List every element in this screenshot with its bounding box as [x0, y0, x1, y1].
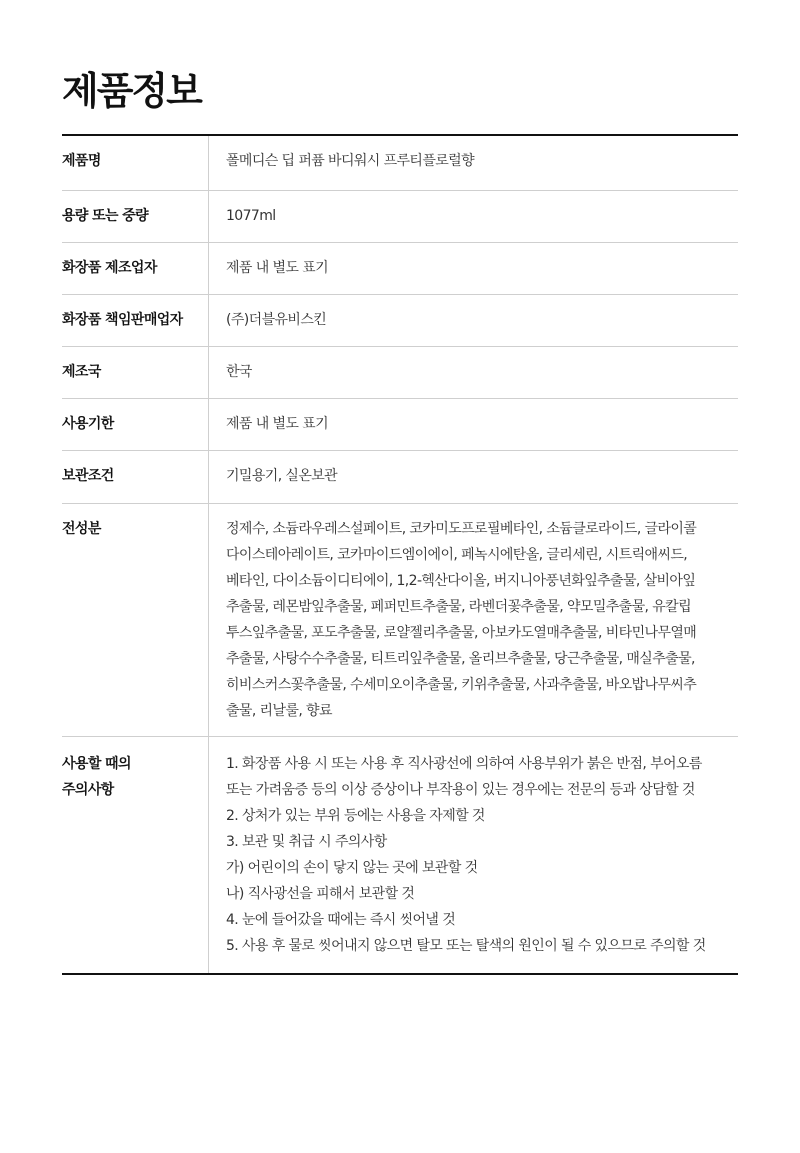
row-label: 전성분 — [62, 521, 101, 537]
table-row-volume — [62, 191, 738, 243]
row-value: (주)더블유비스킨 — [226, 312, 327, 328]
row-value: 제품 내 별도 표기 — [226, 260, 329, 276]
row-label: 화장품 책임판매업자 — [62, 312, 183, 328]
ingredients-line: 추출물, 레몬밤잎추출물, 페퍼민트추출물, 라벤더꽃추출물, 약모밀추출물, 유칼립 — [226, 599, 691, 615]
row-value: 1077ml — [226, 208, 276, 224]
ingredients-line: 베타인, 다이소듐이디티에이, 1,2-헥산다이올, 버지니아풍년화잎추출물, 살비아잎 — [226, 573, 696, 589]
row-value: 기밀용기, 실온보관 — [226, 468, 338, 484]
page-title: 제품정보 — [62, 69, 201, 113]
table-row-expiry — [62, 399, 738, 451]
row-label — [62, 737, 208, 815]
cautions-list — [209, 737, 738, 971]
caution-line: 4. 눈에 들어갔을 때에는 즉시 씻어낼 것 — [226, 912, 456, 928]
ingredients-line: 정제수, 소듐라우레스설페이트, 코카미도프로필베타인, 소듐클로라이드, 글라이콜 — [226, 521, 697, 537]
table-row-ingredients — [62, 504, 738, 737]
row-label: 화장품 제조업자 — [62, 260, 157, 276]
ingredients-line: 출물, 리날룰, 향료 — [226, 703, 332, 719]
row-value: 한국 — [226, 364, 252, 380]
caution-line: 2. 상처가 있는 부위 등에는 사용을 자제할 것 — [226, 808, 485, 824]
ingredients-list — [209, 504, 738, 736]
caution-line: 가) 어린이의 손이 닿지 않는 곳에 보관할 것 — [226, 860, 478, 876]
caution-line: 또는 가려움증 등의 이상 증상이나 부작용이 있는 경우에는 전문의 등과 상담할 것 — [226, 782, 695, 798]
ingredients-line: 다이스테아레이트, 코카마이드엠이에이, 페녹시에탄올, 글리세린, 시트릭애씨드, — [226, 547, 688, 563]
table-row-product-name — [62, 135, 738, 191]
caution-line: 1. 화장품 사용 시 또는 사용 후 직사광선에 의하여 사용부위가 붉은 반점, 부어오름 — [226, 756, 702, 772]
table-row-country — [62, 347, 738, 399]
ingredients-line: 투스잎추출물, 포도추출물, 로얄젤리추출물, 아보카도열매추출물, 비타민나무열매 — [226, 625, 697, 641]
row-label: 용량 또는 중량 — [62, 208, 149, 224]
table-row-storage — [62, 451, 738, 504]
product-info-table — [62, 134, 738, 975]
row-label: 제조국 — [62, 364, 101, 380]
table-row-cautions — [62, 737, 738, 975]
table-row-manufacturer — [62, 243, 738, 295]
caution-line: 5. 사용 후 물로 씻어내지 않으면 탈모 또는 탈색의 원인이 될 수 있으므로 주의할 것 — [226, 938, 706, 954]
row-label: 제품명 — [62, 153, 101, 169]
table-row-responsible-seller — [62, 295, 738, 347]
row-label: 사용기한 — [62, 416, 114, 432]
caution-line: 나) 직사광선을 피해서 보관할 것 — [226, 886, 415, 902]
ingredients-line: 히비스커스꽃추출물, 수세미오이추출물, 키위추출물, 사과추출물, 바오밥나무씨추 — [226, 677, 697, 693]
ingredients-line: 추출물, 사탕수수추출물, 티트리잎추출물, 올리브추출물, 당근추출물, 매실추출물, — [226, 651, 695, 667]
row-label: 보관조건 — [62, 468, 114, 484]
row-value: 폴메디슨 딥 퍼퓸 바디워시 프루티플로럴향 — [226, 153, 475, 169]
caution-line: 3. 보관 및 취급 시 주의사항 — [226, 834, 387, 850]
caution-label-line: 사용할 때의 — [62, 756, 131, 772]
row-value: 제품 내 별도 표기 — [226, 416, 329, 432]
caution-label-line: 주의사항 — [62, 782, 114, 798]
